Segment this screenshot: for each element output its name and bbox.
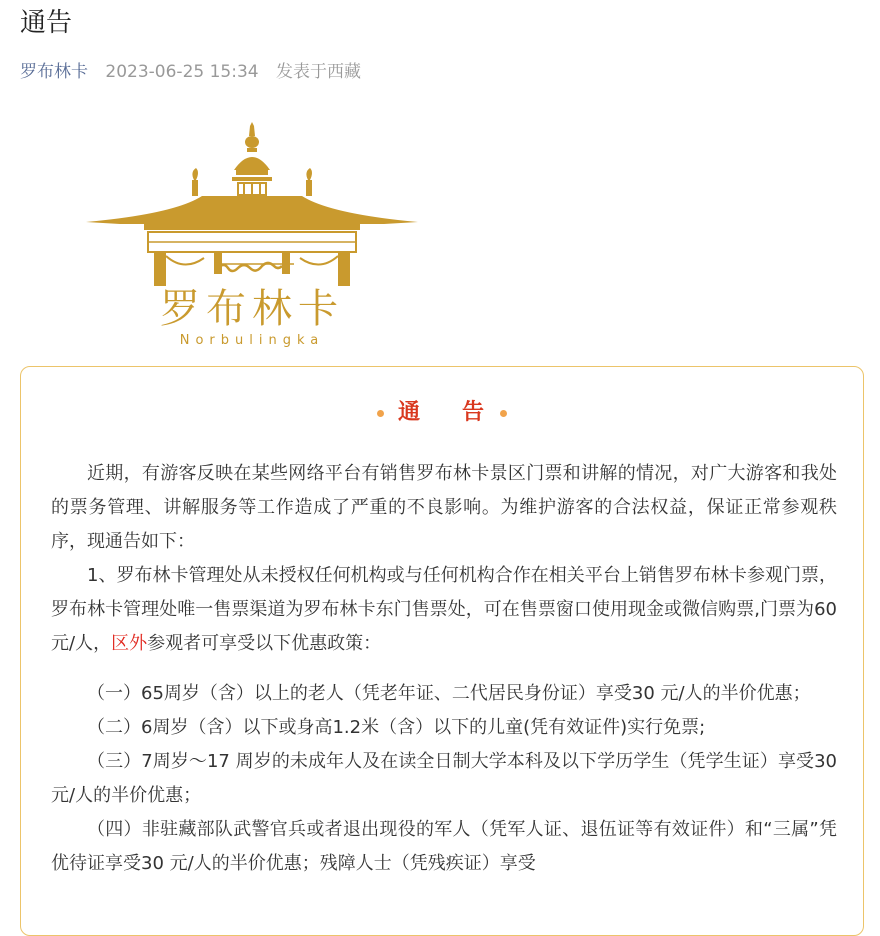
discount-item-4: （四）非驻藏部队武警官兵或者退出现役的军人（凭军人证、退伍证等有效证件）和“三属”凭优待证享受30 元/人的半价优惠；残障人士（凭残疾证）享受 (51, 819, 837, 874)
notice-paragraph-intro: 近期，有游客反映在某些网络平台有销售罗布林卡景区门票和讲解的情况，对广大游客和我处的票务管理、讲解服务等工作造成了严重的不良影响。为维护游客的合法权益，保证正常参观秩序，现通告如下： (51, 463, 837, 552)
heading-char-1: 通 (397, 400, 422, 425)
norbulingka-logo (84, 122, 420, 350)
discount-item-1: （一）65周岁（含）以上的老人（凭老年证、二代居民身份证）享受30 元/人的半价优惠； (87, 683, 811, 704)
notice-card (20, 366, 864, 936)
notice-paragraph-1: 1、罗布林卡管理处从未授权任何机构或与任何机构合作在相关平台上销售罗布林卡参观门票，罗布林卡管理处唯一售票渠道为罗布林卡东门售票处，可在售票窗口使用现金或微信购票,门票为60元/人，区外参观者可享受以下优惠政策： (51, 565, 837, 654)
article-meta (20, 60, 361, 84)
heading-dot-left (377, 410, 384, 417)
discount-item-2: （二）6周岁（含）以下或身高1.2米（含）以下的儿童(凭有效证件)实行免票; (87, 717, 706, 738)
heading-dot-right (500, 410, 507, 417)
highlight-out-of-region: 区外 (111, 633, 148, 654)
discount-item-3: （三）7周岁～17 周岁的未成年人及在读全日制大学本科及以下学历学生（凭学生证）享受30元/人的半价优惠； (51, 751, 837, 806)
publish-location: 发表于西藏 (276, 62, 362, 82)
logo-name-cn: 罗布林卡 (160, 286, 344, 332)
article-title: 通告 (20, 8, 73, 38)
notice-body (51, 457, 837, 881)
heading-char-2: 告 (462, 400, 487, 425)
author-link[interactable]: 罗布林卡 (20, 62, 88, 82)
publish-date: 2023-06-25 15:34 (105, 62, 259, 82)
logo-name-en: Norbulingka (179, 333, 325, 348)
notice-heading (21, 395, 863, 426)
